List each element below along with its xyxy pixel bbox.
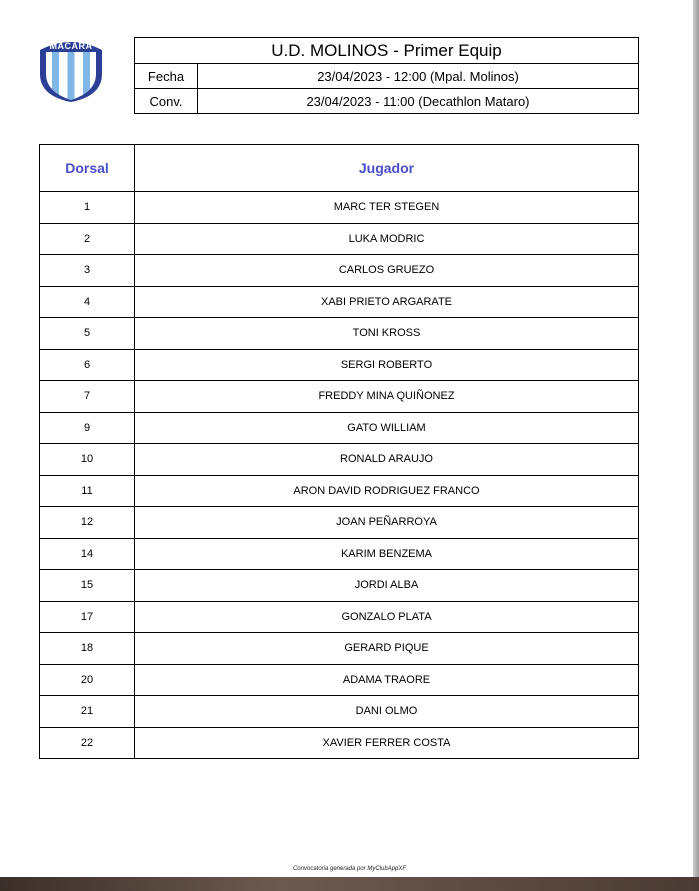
- player-name-cell: CARLOS GRUEZO: [135, 255, 639, 287]
- fecha-label: Fecha: [135, 64, 198, 89]
- table-row: [40, 286, 639, 318]
- table-row: [40, 223, 639, 255]
- player-name-cell: GERARD PIQUE: [135, 633, 639, 665]
- player-name-cell: GATO WILLIAM: [135, 412, 639, 444]
- player-name-cell: MARC TER STEGEN: [135, 192, 639, 224]
- player-name-cell: SERGI ROBERTO: [135, 349, 639, 381]
- player-name-cell: XABI PRIETO ARGARATE: [135, 286, 639, 318]
- table-row: [40, 727, 639, 759]
- player-name-cell: ADAMA TRAORE: [135, 664, 639, 696]
- viewer-edge: [693, 0, 699, 877]
- fecha-value: 23/04/2023 - 12:00 (Mpal. Molinos): [198, 64, 639, 89]
- table-row: [40, 633, 639, 665]
- table-row: [40, 444, 639, 476]
- table-row: [40, 255, 639, 287]
- dorsal-cell: 21: [40, 696, 135, 728]
- dorsal-cell: 10: [40, 444, 135, 476]
- players-table: [39, 144, 639, 759]
- player-name-cell: RONALD ARAUJO: [135, 444, 639, 476]
- player-name-cell: GONZALO PLATA: [135, 601, 639, 633]
- team-title: U.D. MOLINOS - Primer Equip: [135, 38, 639, 64]
- player-name-cell: JOAN PEÑARROYA: [135, 507, 639, 539]
- dorsal-cell: 4: [40, 286, 135, 318]
- table-row: [40, 538, 639, 570]
- table-row: [40, 664, 639, 696]
- dorsal-cell: 14: [40, 538, 135, 570]
- table-row: [40, 507, 639, 539]
- dorsal-cell: 3: [40, 255, 135, 287]
- crest-lettering: MACARA: [49, 41, 93, 51]
- dorsal-cell: 1: [40, 192, 135, 224]
- footer-note: Convocatoria generada por MyClubAppXF: [292, 866, 407, 872]
- conv-label: Conv.: [135, 89, 198, 114]
- table-row: [40, 570, 639, 602]
- table-row: [40, 192, 639, 224]
- table-row: [40, 601, 639, 633]
- table-row: [40, 696, 639, 728]
- dorsal-cell: 18: [40, 633, 135, 665]
- player-name-cell: ARON DAVID RODRIGUEZ FRANCO: [135, 475, 639, 507]
- dorsal-cell: 12: [40, 507, 135, 539]
- dorsal-cell: 15: [40, 570, 135, 602]
- table-row: [40, 318, 639, 350]
- dorsal-cell: 5: [40, 318, 135, 350]
- table-row: [40, 381, 639, 413]
- table-row: [40, 475, 639, 507]
- player-name-cell: LUKA MODRIC: [135, 223, 639, 255]
- conv-value: 23/04/2023 - 11:00 (Decathlon Mataro): [198, 89, 639, 114]
- club-crest-logo: [36, 36, 106, 102]
- dorsal-cell: 17: [40, 601, 135, 633]
- column-header-jugador: Jugador: [135, 145, 639, 192]
- column-header-dorsal: Dorsal: [40, 145, 135, 192]
- match-header-table: [134, 37, 639, 114]
- player-name-cell: TONI KROSS: [135, 318, 639, 350]
- dorsal-cell: 9: [40, 412, 135, 444]
- player-name-cell: JORDI ALBA: [135, 570, 639, 602]
- player-name-cell: KARIM BENZEMA: [135, 538, 639, 570]
- dorsal-cell: 6: [40, 349, 135, 381]
- table-row: [40, 349, 639, 381]
- table-row: [40, 412, 639, 444]
- players-table-header: [40, 145, 639, 192]
- dorsal-cell: 22: [40, 727, 135, 759]
- player-name-cell: XAVIER FERRER COSTA: [135, 727, 639, 759]
- viewer-background: [0, 877, 699, 891]
- dorsal-cell: 11: [40, 475, 135, 507]
- player-name-cell: FREDDY MINA QUIÑONEZ: [135, 381, 639, 413]
- dorsal-cell: 20: [40, 664, 135, 696]
- player-name-cell: DANI OLMO: [135, 696, 639, 728]
- dorsal-cell: 2: [40, 223, 135, 255]
- dorsal-cell: 7: [40, 381, 135, 413]
